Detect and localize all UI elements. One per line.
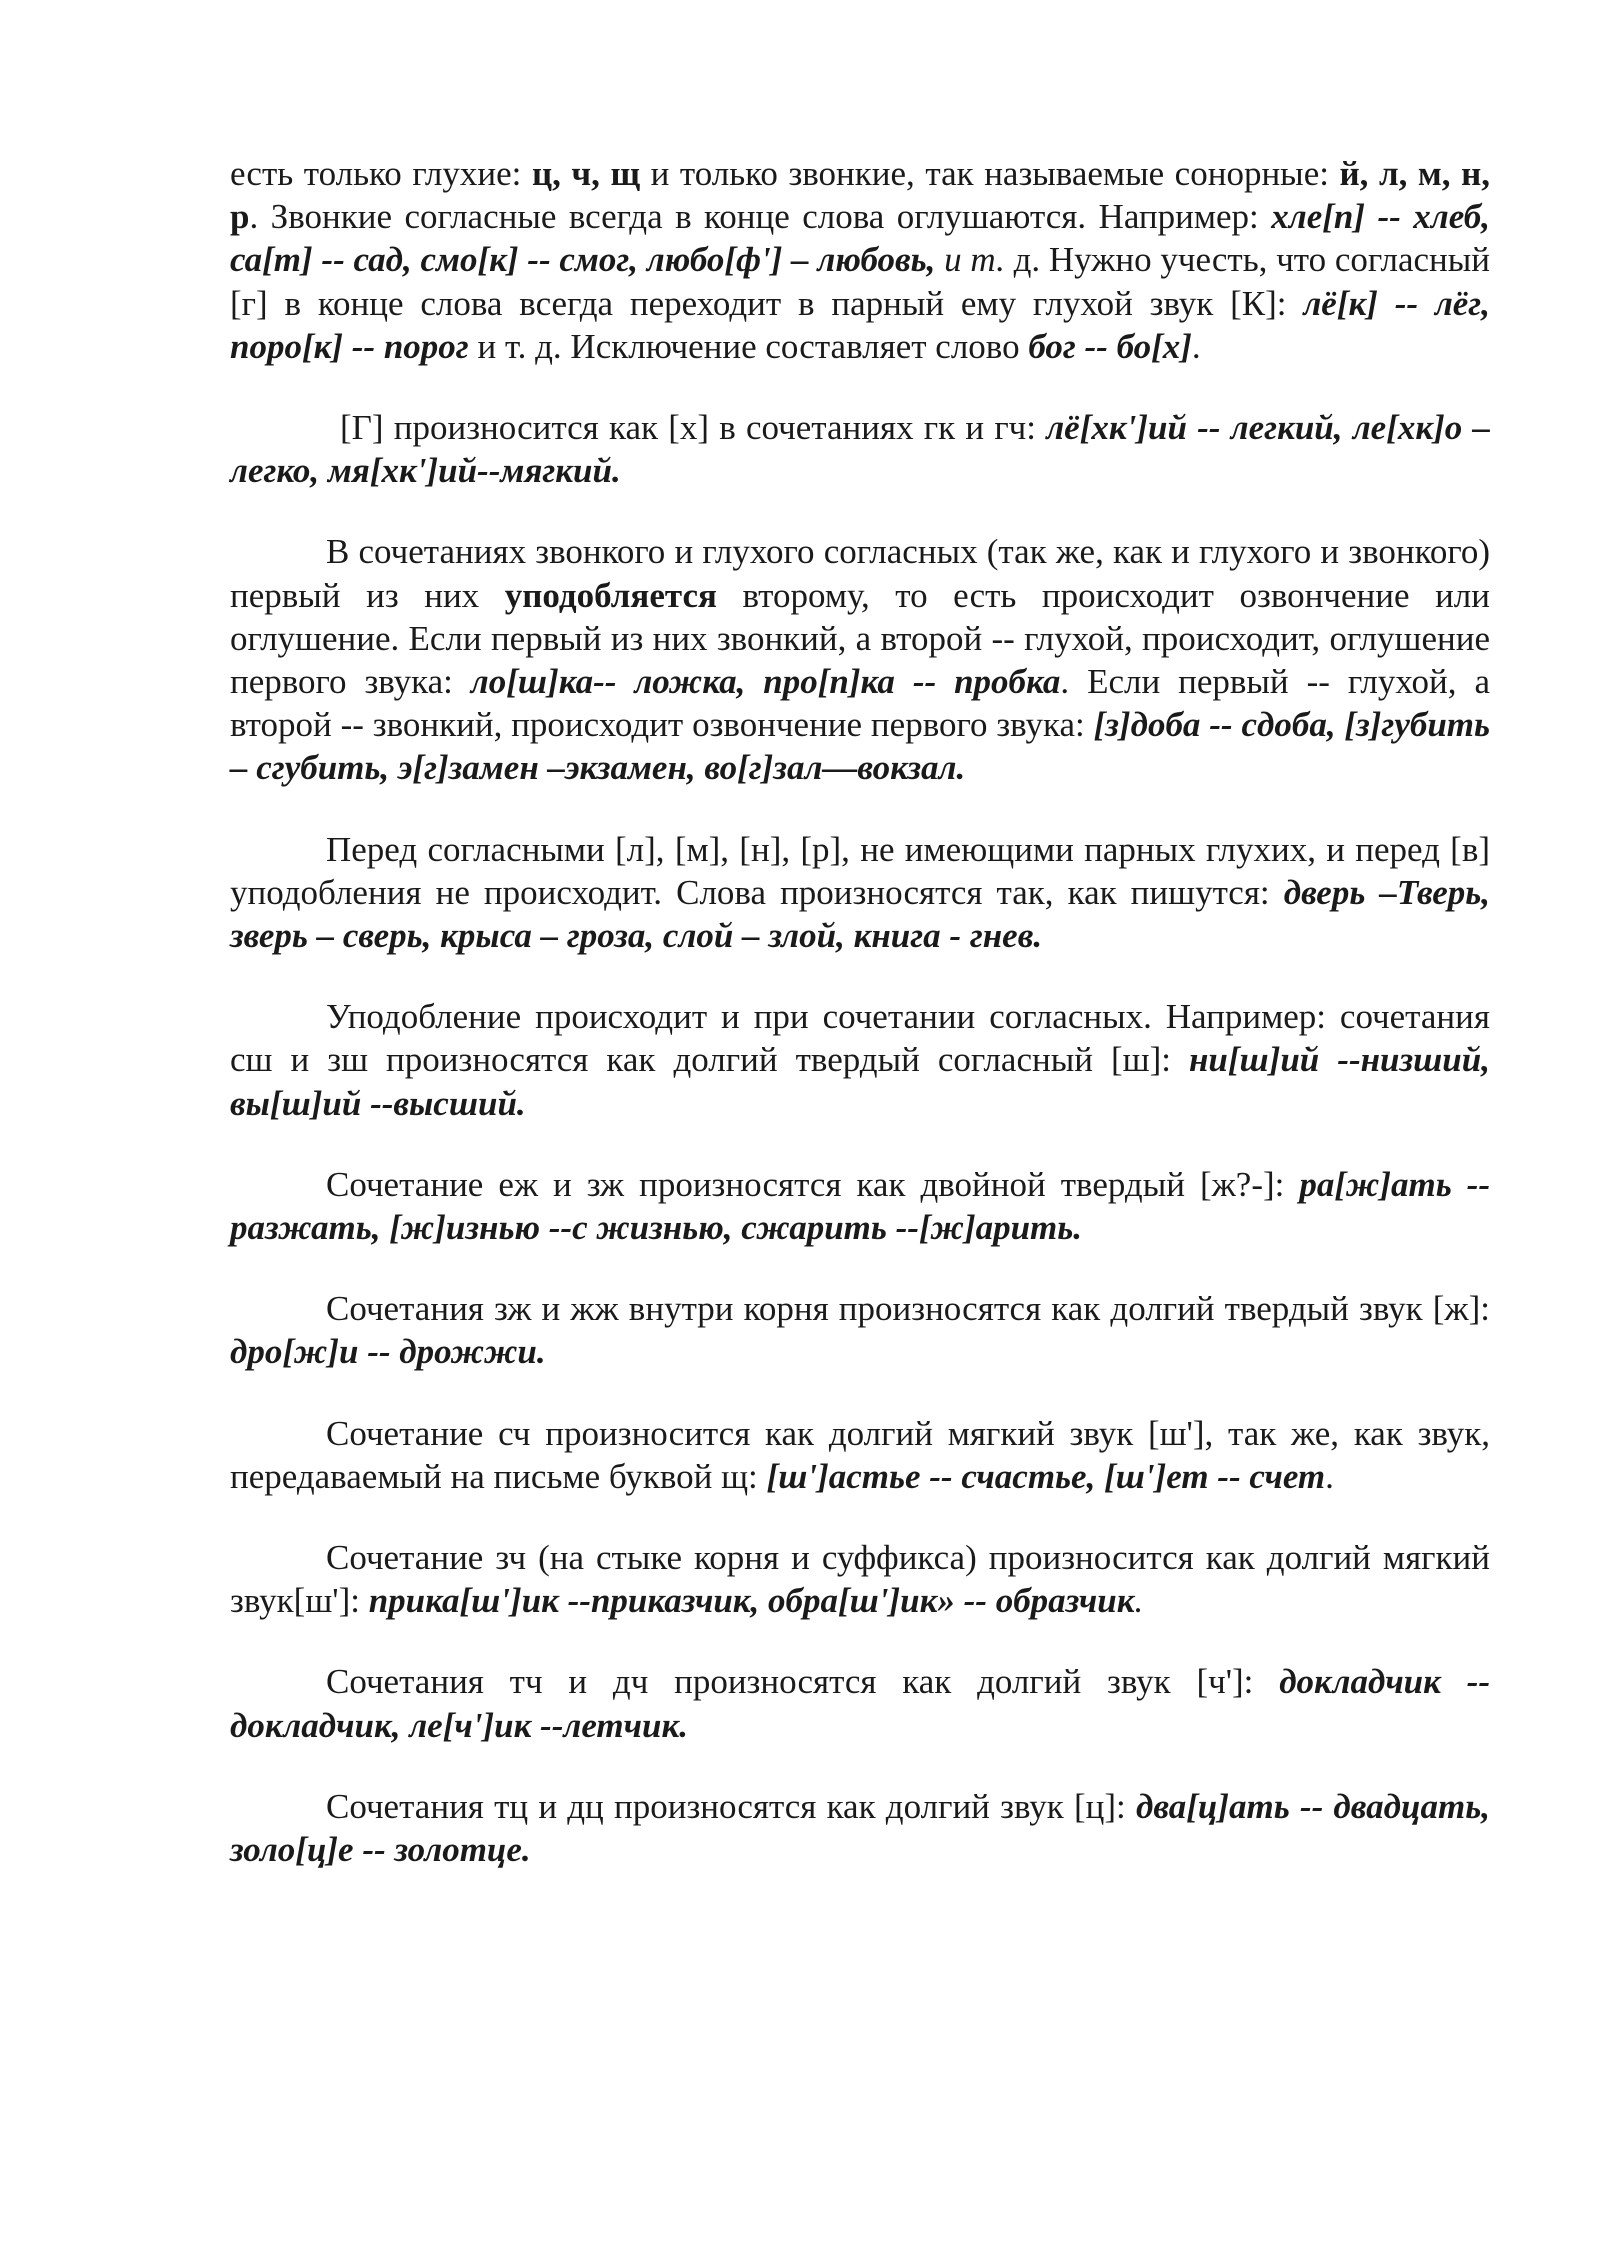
text-run: Сочетание сч произносится как долгий мягкий звук [ш'], так же, как звук, передаваемый на письме буквой щ: (230, 1413, 1490, 1496)
text-run: Сочетания тч и дч произносятся как долгий звук [ч']: (326, 1662, 1280, 1702)
text-run: . (1191, 326, 1201, 366)
text-run: . Если первый -- глухой, а второй -- звонкий, происходит озвончение первого звука: (230, 662, 1490, 745)
italic-run: . (1134, 1581, 1144, 1621)
example-run: [ш']астье -- счастье, [ш']ет -- счет (766, 1456, 1326, 1496)
text-run: В сочетаниях звонкого и глухого согласных (так же, как и глухого и звонкого) первый из них (230, 532, 1490, 615)
paragraph-voiceless-voiced-consonants (230, 152, 1490, 368)
example-run: ра[ж]ать --разжать, [ж]изнью --с жизнью, сжарить --[ж]арить. (230, 1164, 1490, 1248)
text-run: Сочетание зч (на стыке корня и суффикса) произносится как долгий мягкий звук[ш']: (230, 1538, 1490, 1621)
bold-run: й, л, м, н, р (230, 154, 1490, 237)
text-run: . (1325, 1456, 1334, 1496)
example-run: лё[хк']ий -- легкий, ле[хк]о – легко, мя[хк']ий--мягкий. (230, 408, 1490, 491)
text-run: и только звонкие, так называемые сонорные: (640, 154, 1340, 193)
example-run: прика[ш']ик --приказчик, обра[ш']ик» -- образчик (368, 1581, 1135, 1621)
text-run: Перед согласными [л], [м], [н], [р], не имеющими парных глухих, и перед [в] уподобления не происходит. Слова произносятся так, как пишутся: (230, 829, 1490, 912)
example-run: дверь –Тверь, зверь – сверь, крыса – гроза, слой – злой, книга - гнев. (230, 872, 1490, 956)
text-run: есть только глухие: (230, 154, 532, 193)
paragraph-zch-combination (230, 1536, 1490, 1622)
example-run: [з]доба -- сдоба, [з]губить – сгубить, э[г]замен –экзамен, во[г]зал—вокзал. (230, 705, 1491, 788)
paragraph-zh-combinations (230, 1163, 1490, 1249)
paragraph-sonorants (230, 828, 1490, 958)
paragraph-zhzh-root (230, 1287, 1490, 1373)
paragraph-assimilation (230, 530, 1490, 789)
text-run: второму, то есть происходит озвончение или оглушение. Если первый из них звонкий, а второй -- глухой, происходит, оглушение первого звука: (230, 575, 1490, 702)
bold-run: ц, ч, щ (531, 154, 641, 193)
bold-run: уподобляется (504, 575, 717, 615)
text-run: Сочетания зж и жж внутри корня произносятся как долгий твердый звук [ж]: (326, 1289, 1490, 1329)
example-run: ни[ш]ий --низший, вы[ш]ий --высший. (230, 1040, 1490, 1123)
paragraph-sch-combination (230, 1412, 1490, 1498)
example-run: хле[п] -- хлеб, са[т] -- сад, смо[к] -- смог, любо[ф'] – любовь, (230, 197, 1490, 280)
example-run: ло[ш]ка-- ложка, про[п]ка -- пробка (470, 662, 1061, 702)
text-run: Сочетание еж и зж произносятся как двойной твердый [ж?-]: (326, 1164, 1300, 1204)
example-run: дро[ж]и -- дрожжи. (230, 1332, 546, 1372)
text-run: . Звонкие согласные всегда в конце слова оглушаются. Например: (249, 197, 1272, 237)
example-run: бог -- бо[х] (1028, 326, 1192, 366)
text-run: [Г] произносится как [х] в сочетаниях гк и гч: (340, 408, 1047, 448)
paragraph-sh-combinations (230, 995, 1490, 1125)
text-run: Уподобление происходит и при сочетании согласных. Например: сочетания сш и зш произносятся как долгий твердый согласный [ш]: (230, 997, 1490, 1080)
example-run: докладчик -- докладчик, ле[ч']ик --летчик. (230, 1662, 1490, 1745)
example-run: лё[к] -- лёг, поро[к] -- порог (230, 283, 1490, 366)
text-run: и т. д. Исключение составляет слово (468, 326, 1029, 366)
paragraph-g-as-kh (230, 406, 1490, 492)
text-run: д. Нужно учесть, что согласный [г] в конце слова всегда переходит в парный ему глухой звук [К]: (230, 240, 1491, 323)
text-run: Сочетания тц и дц произносятся как долгий звук [ц]: (326, 1786, 1136, 1826)
italic-run: и т. (935, 240, 1005, 280)
paragraph-tc-dc (230, 1785, 1490, 1871)
paragraph-tch-dch (230, 1660, 1490, 1746)
example-run: два[ц]ать -- двадцать, золо[ц]е -- золотце. (230, 1786, 1490, 1870)
